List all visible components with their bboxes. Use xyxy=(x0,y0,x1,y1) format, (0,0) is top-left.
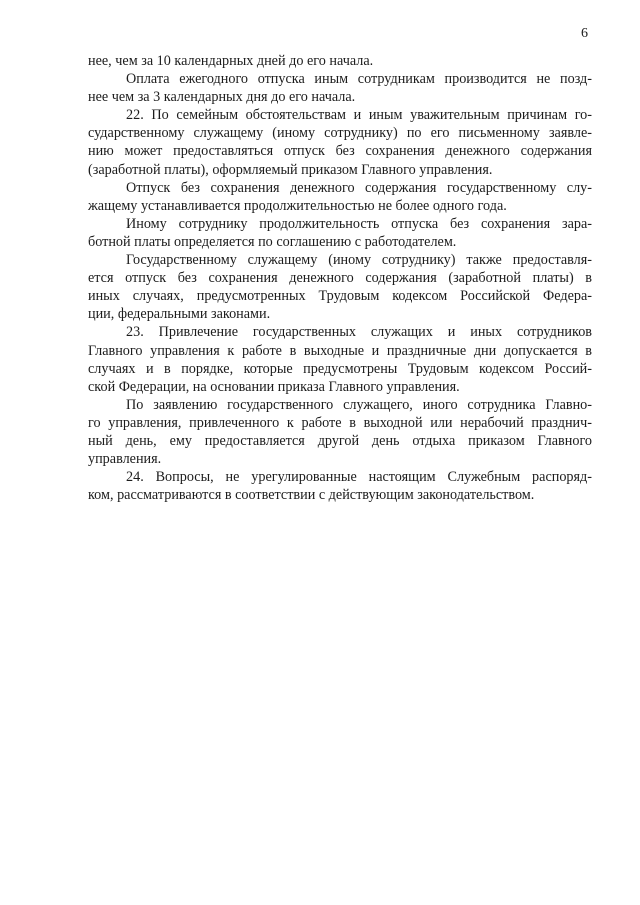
text-line: сударственному служащему (иному сотруднику) по его письменному заявле- xyxy=(88,125,592,142)
text-line: управления. xyxy=(88,451,162,468)
text-line: го управления, привлеченного к работе в выходной или нерабочий празднич- xyxy=(88,414,592,431)
text-line: ется отпуск без сохранения денежного содержания (заработной платы) в xyxy=(88,270,592,287)
text-line: нее чем за 3 календарных дня до его начала. xyxy=(88,89,356,106)
text-line: 24. Вопросы, не урегулированные настоящим Служебным распоряд- xyxy=(126,469,592,486)
text-line: Главного управления к работе в выходные и праздничные дни допускается в xyxy=(88,342,592,359)
text-line: ции, федеральными законами. xyxy=(88,306,271,323)
text-line: Отпуск без сохранения денежного содержания государственному слу- xyxy=(126,179,592,196)
text-line: нее, чем за 10 календарных дней до его начала. xyxy=(88,53,374,69)
text-line: (заработной платы), оформляемый приказом Главного управления. xyxy=(88,161,493,178)
text-line: ской Федерации, на основании приказа Главного управления. xyxy=(88,378,460,395)
text-line: Государственному служащему (иному сотруднику) также предоставля- xyxy=(126,252,592,269)
text-line: ный день, ему предоставляется другой день отдыха приказом Главного xyxy=(88,432,592,449)
text-line: Оплата ежегодного отпуска иным сотрудникам производится не позд- xyxy=(126,71,592,88)
text-line: ботной платы определяется по соглашению с работодателем. xyxy=(88,233,457,250)
text-line: По заявлению государственного служащего, иного сотрудника Главно- xyxy=(126,396,592,413)
text-line: Иному сотруднику продолжительность отпуска без сохранения зара- xyxy=(126,215,592,232)
text-line: случаях и в порядке, которые предусмотрены Трудовым кодексом Россий- xyxy=(88,360,592,377)
document-body xyxy=(88,52,592,504)
text-line: жащему устанавливается продолжительностью не более одного года. xyxy=(88,197,507,214)
text-line: 22. По семейным обстоятельствам и иным уважительным причинам го- xyxy=(126,107,592,124)
text-line: ком, рассматриваются в соответствии с действующим законодательством. xyxy=(88,487,535,504)
text-line: иных случаях, предусмотренных Трудовым кодексом Российской Федера- xyxy=(88,288,592,305)
page-number: 6 xyxy=(581,26,588,41)
text-line: нию может предоставляться отпуск без сохранения денежного содержания xyxy=(88,143,592,160)
text-line: 23. Привлечение государственных служащих и иных сотрудников xyxy=(126,324,592,341)
